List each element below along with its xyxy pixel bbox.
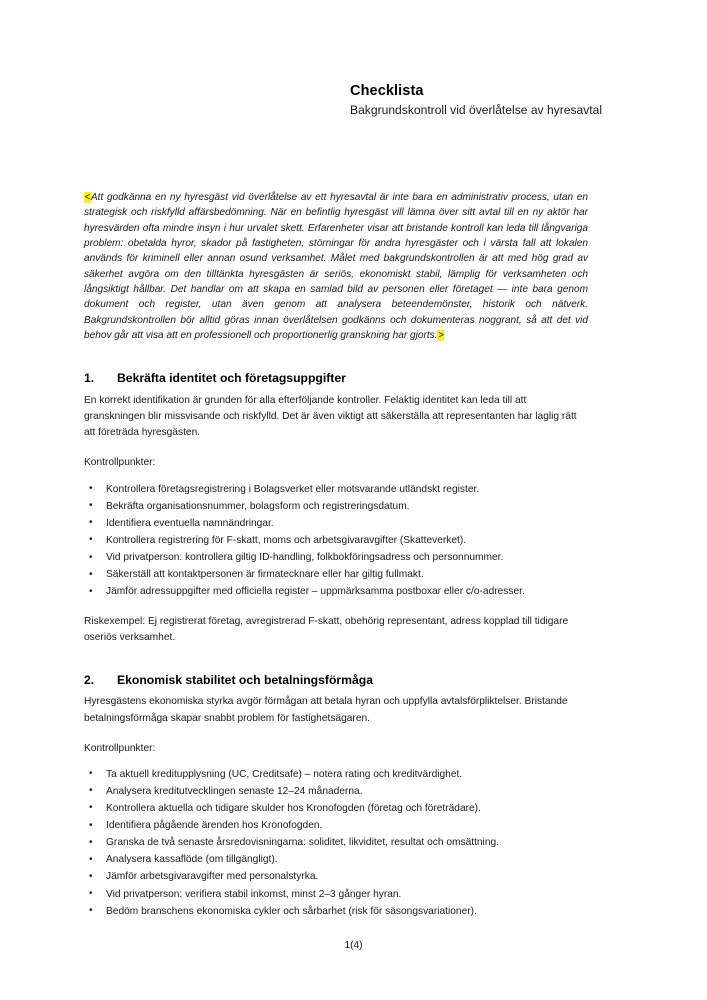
- section-2-number: 2.: [84, 672, 95, 687]
- list-item: • Identifiera pågående ärenden hos Kronofogden.: [84, 818, 588, 834]
- list-item: • Jämför adressuppgifter med officiella register – uppmärksamma postboxar eller c/o-adresser.: [84, 584, 588, 600]
- intro-paragraph: [84, 190, 588, 343]
- section-2-body: Hyresgästens ekonomiska styrka avgör förmågan att betala hyran och uppfylla avtalsförpliktelser. Bristande betalningsförmåga skapar snabbt problem för fastighetsägaren.: [84, 696, 568, 724]
- section-2-checklist-label: Kontrollpunkter:: [84, 742, 156, 754]
- section-1-risk-example: Riskexempel: Ej registrerat företag, avregistrerad F-skatt, obehörig representant, adress kopplad till tidigare oseriös verksamhet.: [84, 616, 569, 644]
- section-2-checklist: [84, 767, 588, 920]
- document-body: [84, 190, 588, 921]
- section-2: [84, 673, 588, 920]
- list-item: • Analysera kreditutvecklingen senaste 12–24 månaderna.: [84, 784, 588, 800]
- section-2-title: Ekonomisk stabilitet och betalningsförmåga: [117, 672, 373, 687]
- list-item: • Kontrollera aktuella och tidigare skulder hos Kronofogden (företag och företrädare).: [84, 801, 588, 817]
- list-item: • Analysera kassaflöde (om tillgängligt).: [84, 852, 588, 868]
- section-1-checklist: [84, 482, 588, 601]
- section-1-checklist-label: Kontrollpunkter:: [84, 457, 156, 469]
- document-subtitle: Bakgrundskontroll vid överlåtelse av hyresavtal: [350, 102, 603, 117]
- list-item: • Vid privatperson: verifiera stabil inkomst, minst 2–3 gånger hyran.: [84, 887, 588, 903]
- list-item: • Jämför arbetsgivaravgifter med personalstyrka.: [84, 869, 588, 885]
- list-item: • Kontrollera registrering för F-skatt, moms och arbetsgivaravgifter (Skatteverket).: [84, 533, 588, 549]
- highlight-close-marker: >: [437, 329, 444, 341]
- page-number: 1(4): [344, 940, 363, 951]
- list-item: • Granska de två senaste årsredovisningarna: soliditet, likviditet, resultat och omsättning.: [84, 835, 588, 851]
- section-1-number: 1.: [84, 371, 95, 386]
- section-1-body: En korrekt identifikation är grunden för alla efterföljande kontroller. Felaktig identitet kan leda till att granskningen blir missvisande och riskfylld. Det är även viktigt att säkerställa att representanten har laglig rätt att företräda hyresgästen.: [84, 395, 577, 439]
- page-footer: [0, 940, 707, 951]
- highlight-open-marker: <: [84, 192, 91, 203]
- list-item: • Ta aktuell kreditupplysning (UC, Creditsafe) – notera rating och kreditvärdighet.: [84, 767, 588, 783]
- list-item: • Bedöm branschens ekonomiska cykler och sårbarhet (risk för säsongsvariationer).: [84, 904, 588, 920]
- section-1: [84, 371, 588, 646]
- list-item: • Säkerställ att kontaktpersonen är firmatecknare eller har giltig fullmakt.: [84, 567, 588, 583]
- list-item: • Identifiera eventuella namnändringar.: [84, 516, 588, 532]
- list-item: • Vid privatperson: kontrollera giltig ID-handling, folkbokföringsadress och personnummer.: [84, 550, 588, 566]
- section-2-heading: [84, 673, 588, 689]
- list-item: • Kontrollera företagsregistrering i Bolagsverket eller motsvarande utländskt register.: [84, 482, 588, 498]
- document-header: [350, 82, 620, 118]
- intro-text: Att godkänna en ny hyresgäst vid överlåtelse av ett hyresavtal är inte bara en administrativ process, utan en strategisk och riskfylld affärsbedömning. När en befintlig hyresgäst vill lämna över sitt avtal till en ny aktör har hyresvärden ofta mindre insyn i hur urvalet skett. Erfarenheter visar att bristande kontroll kan leda till långvariga problem: obetalda hyror, skador på fastigheten, störningar för andra hyresgäster och i värsta fall att lokalen används för kriminell eller annan osund verksamhet. Målet med bakgrundskontrollen är att med hög grad av säkerhet avgöra om den tilltänkta hyresgästen är seriös, ekonomiskt stabil, lämplig för verksamheten och långsiktigt hållbar. Det handlar om att skapa en samlad bild av personen eller företaget — inte bara genom dokument och register, utan även genom att analysera beteendemönster, historik och nätverk. Bakgrundskontrollen bör alltid göras innan överlåtelsen godkänns och dokumenteras noggrant, så att det vid behov går att visa att en professionell och proportionerlig granskning har gjorts.: [84, 192, 588, 341]
- document-title: Checklista: [350, 83, 424, 99]
- section-1-heading: [84, 371, 588, 387]
- list-item: • Bekräfta organisationsnummer, bolagsform och registreringsdatum.: [84, 499, 588, 515]
- section-1-title: Bekräfta identitet och företagsuppgifter: [117, 371, 346, 386]
